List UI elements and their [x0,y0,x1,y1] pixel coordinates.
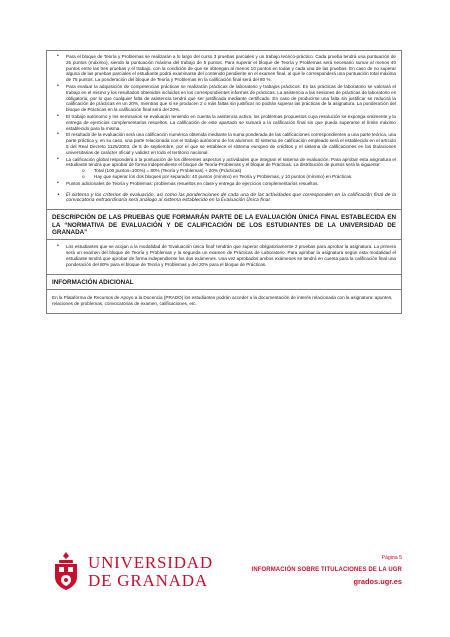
list-item: • Para el bloque de Teoría y Problemas se realizarán a lo largo del curso 3 pruebas parciales y un trabajo teórico-práctico. Cada prueba tendrá una puntuación de 25 puntos (máximo), siendo la puntuación máxima del trabajo de 5 puntos. Para superar el bloque de Teoría y Problemas será necesario sumar al menos 40 puntos entre las tres pruebas y el trabajo, con la condición de que se obtengan al menos 10 puntos en todas y cada una de las pruebas. En caso de no superar alguna de las pruebas parciales el estudiante podrá examinarse del contenido pendiente en el examen final, al que le corresponderá una puntuación total máxima de 75 puntos. La ponderación del bloque de Teoría y Problemas en la calificación final será del 80 %. [52,54,396,83]
sub-list-item: o Total (100 puntos=100%) = 80% (Teoría y Problemas) + 20% (Prácticas) [80,168,396,174]
university-seal-icon [50,551,82,591]
additional-info-text: En la Plataforma de Recursos de Apoyo a la Docencia (PRADO) los estudiantes podrán acceder a la documentación de interés relacionada con la asignatura: apuntes, relaciones de problemas, convocatorias de examen, calificaciones, etc. [52,294,393,306]
list-item: • El trabajo autónomo y los seminarios se evaluarán teniendo en cuenta la asistencia activa, los problemas propuestos cuya resolución se exponga oralmente y la entrega de ejercicios complementarios resueltos. La calificación de este apartado se sumará a la calificación final sin que pueda superarse el límite máximo establecido para la misma. [52,114,396,131]
list-item: • El resultado de la evaluación será una calificación numérica obtenida mediante la suma ponderada de las calificaciones correspondientes a una parte teórica, una parte práctica y, en su caso, una parte relacionada con el trabajo autónomo de los alumnos. El sistema de calificación empleado será el establecido en el artículo 5 del Real Decreto 1125/2003, de 5 de septiembre, por el que se establece el sistema europeo de créditos y el sistema de calificaciones en las titulaciones universitarias de carácter oficial y validez en todo el territorio nacional. [52,132,396,155]
list-item [52,157,396,180]
evaluation-bullet-list [52,54,396,204]
content-frame [46,50,402,314]
list-item: • Puntos adicionales de Teoría y Problemas: problemas resueltos en clase y entrega de ejercicios complementarios resueltos. [52,181,396,187]
section-title: INFORMACIÓN ADICIONAL [47,275,401,290]
additional-info-section [47,274,401,313]
handwritten-note: • El sistema y los criterios de evaluación, así como las ponderaciones de cada una de las actividades que corresponden en la calificación final de la convocatoria extraordinaria será análogo al sistema establecido en la Evaluación Única final. [52,193,396,205]
university-name-line1: UNIVERSIDAD [88,553,213,572]
grados-site-link[interactable]: grados.ugr.es [353,577,402,586]
evaluation-criteria-section [47,51,401,209]
list-item: • Los estudiantes que se acojan a la modalidad de ‘Evaluación única final’ tendrán que superar obligatoriamente 2 pruebas para aprobar la asignatura. La primera será un examen del bloque de Teoría y Problemas y la segunda un examen de Prácticas de Laboratorio. Para aprobar la asignatura según esta modalidad el estudiante tendrá que aprobar de forma independiente los dos exámenes. Una vez aprobados ambos exámenes se tendrá en cuenta para la calificación final una ponderación del 80% para el bloque de Teoría y Problemas y del 20% para el bloque de Prácticas. [52,244,396,267]
page-footer [0,530,450,637]
list-item: • Para evaluar la adquisición de competencias prácticas se realizarán prácticas de laboratorio y trabajos prácticos. En las prácticas de laboratorio se valorará el trabajo en el mismo y los resultados obtenidos incluidos en los correspondientes informes de prácticas. La asistencia a las sesiones de prácticas de laboratorio es obligatoria, por lo que cualquier falta de asistencia tendrá que ser justificada mediante certificado. En caso de producirse una falta sin justificar se reducirá la calificación de prácticas en un 20%, mientras que si se producen 2 o más faltas sin justificar no podrán superar las prácticas de la asignatura. La ponderación del bloque de Prácticas en la calificación final será del 20%. [52,84,396,113]
section-title: DESCRIPCIÓN DE LAS PRUEBAS QUE FORMARÁN PARTE DE LA EVALUACIÓN ÚNICA FINAL ESTABLECIDA EN LA “NORMATIVA DE EVALUACIÓN Y DE CALIFICACIÓN DE LOS ESTUDIANTES DE LA UNIVERSIDAD DE GRANADA” [47,210,401,240]
university-name-line2: DE GRANADA [88,571,208,590]
titulaciones-info: INFORMACIÓN SOBRE TITULACIONES DE LA UGR [251,567,402,573]
page-number: Página 5 [381,555,402,561]
list-item-text: La calificación global responderá a la puntuación de los diferentes aspectos y actividades que integran el sistema de evaluación. Para aprobar esta asignatura el estudiante tendrá que aprobar de forma independiente el bloque de Teoría-Problemas y el bloque de Prácticas. La distribución de puntos será la siguiente: [66,156,396,168]
sub-list [66,168,396,180]
sub-list-item: o Hay que superar los dos bloques por separado: 40 puntos (mínimo) en Teoría y Problemas, y 10 puntos (mínimo) en Prácticas. [80,174,396,180]
single-evaluation-list [52,244,396,267]
single-final-evaluation-section [47,209,401,273]
university-name [88,554,213,589]
